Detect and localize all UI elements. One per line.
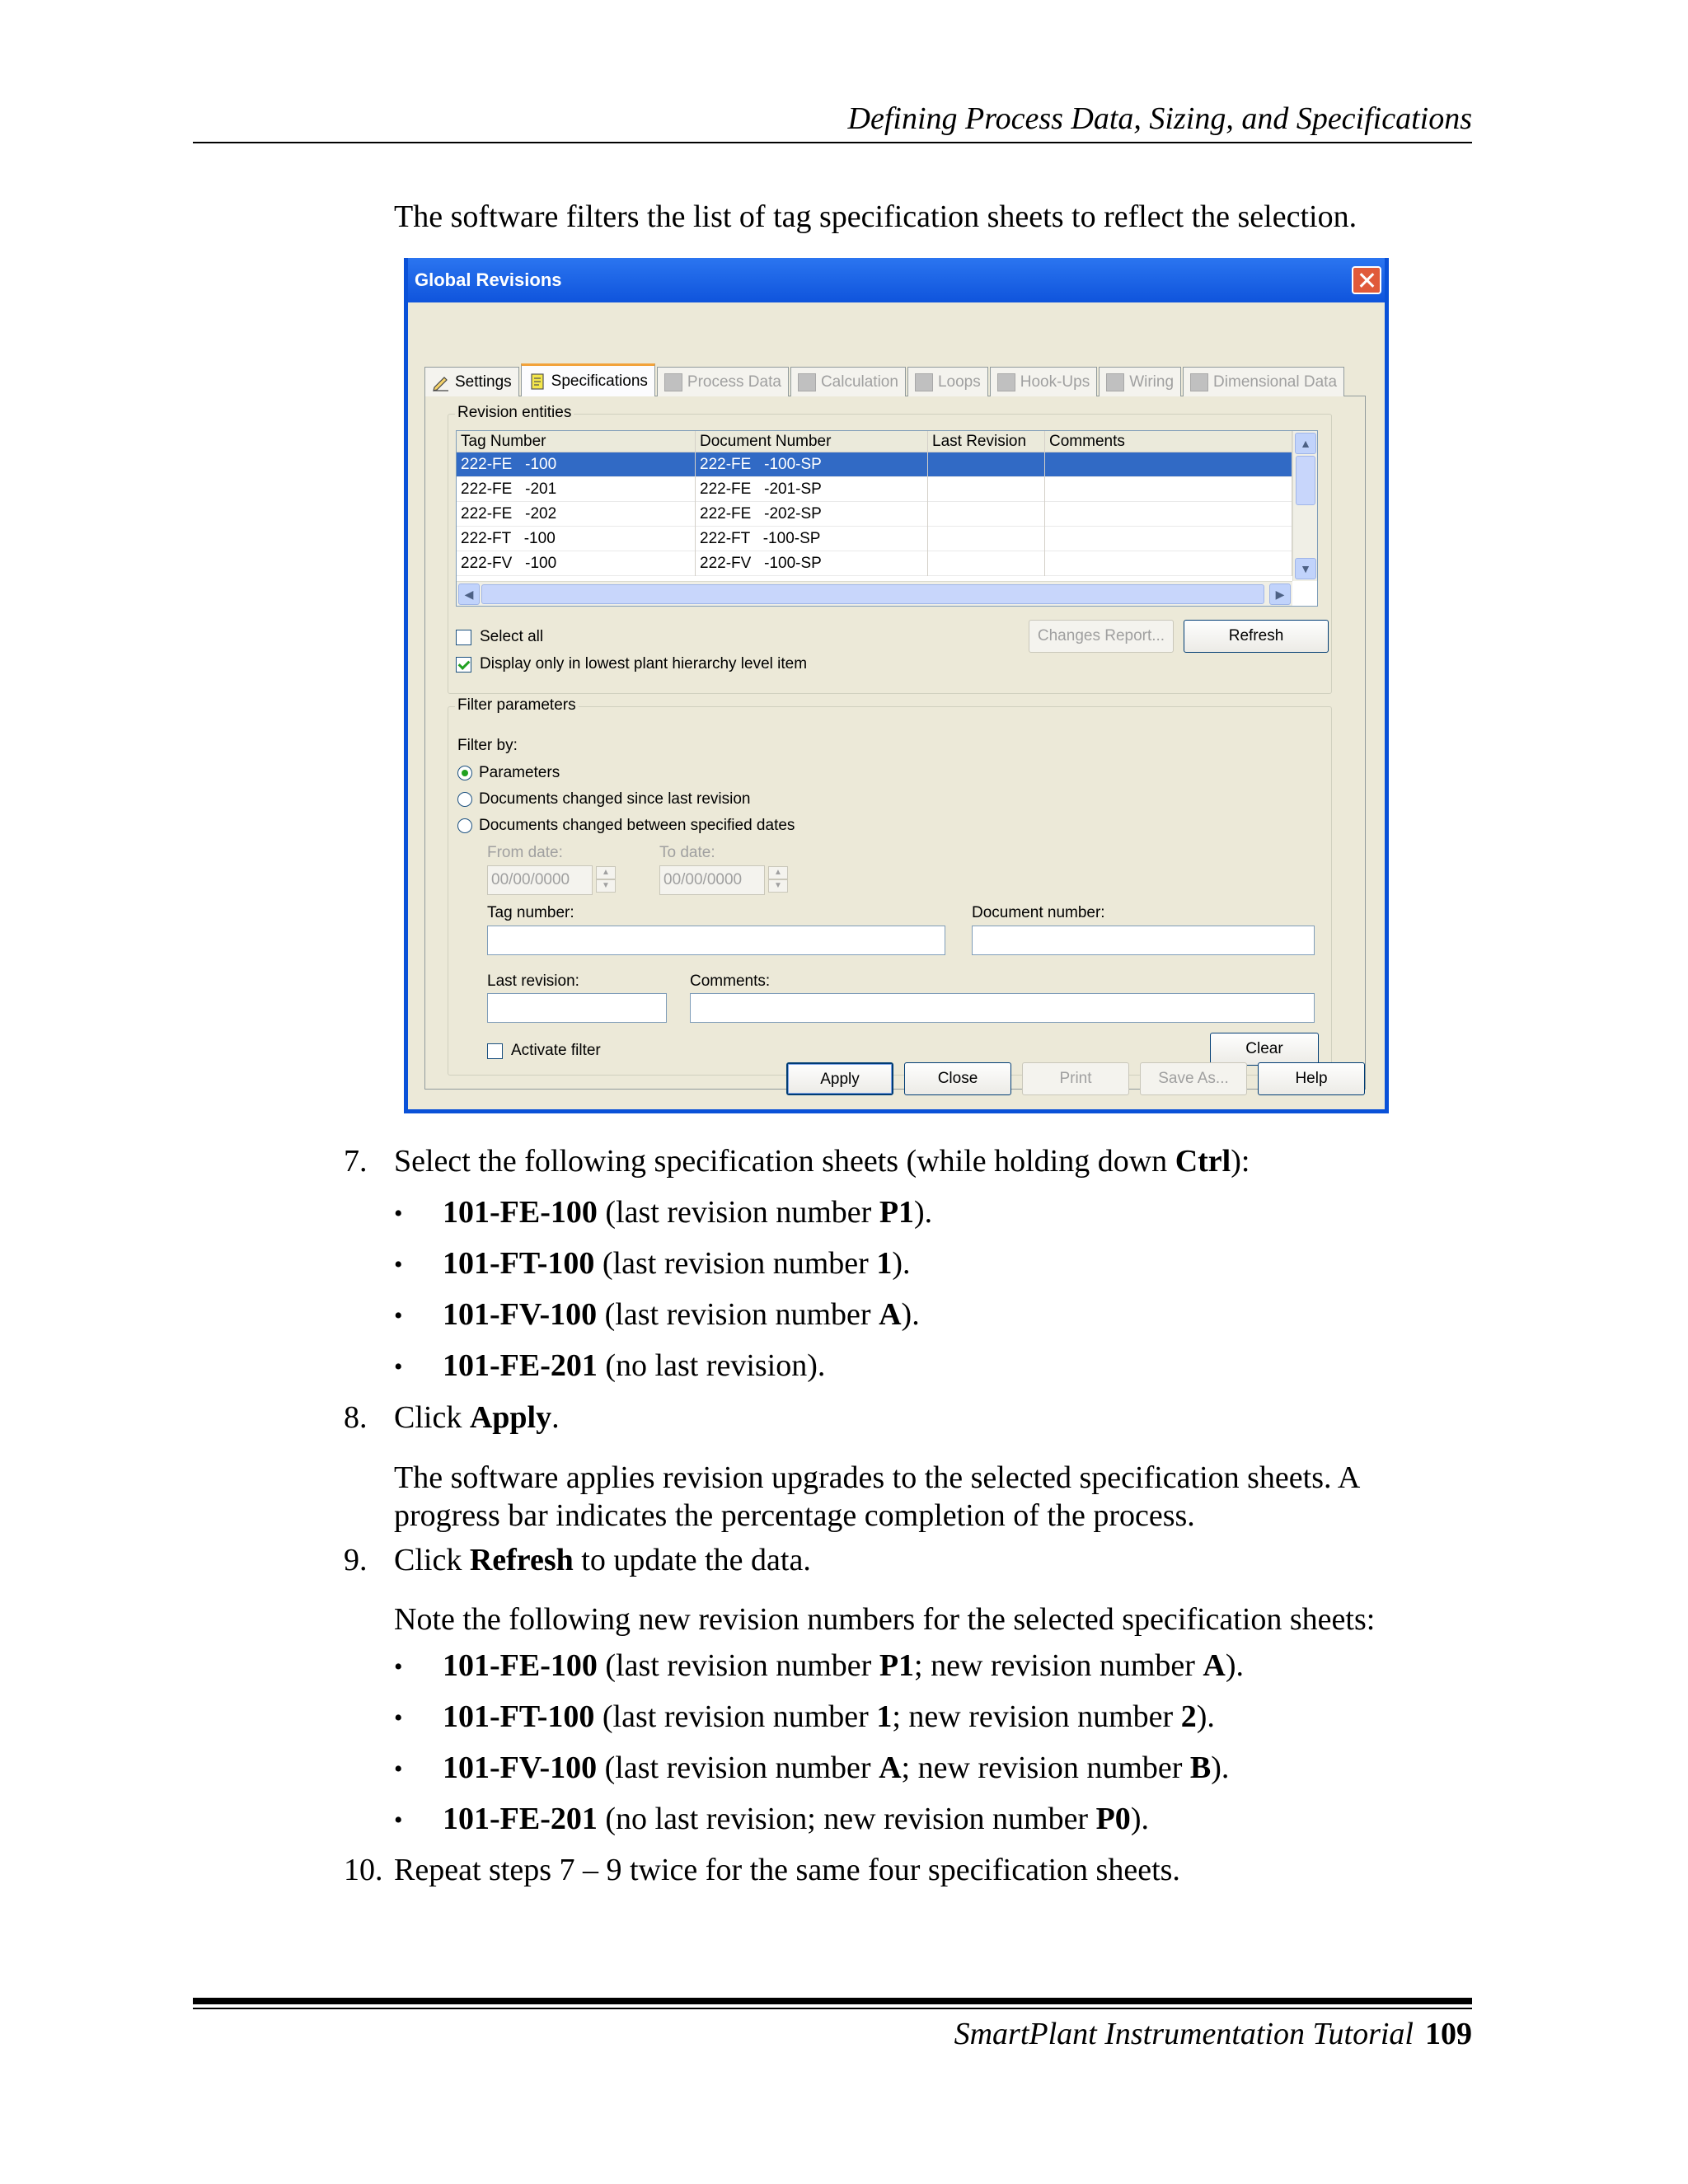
bullet-icon: • bbox=[394, 1807, 403, 1834]
pencil-icon bbox=[432, 373, 450, 391]
changes-report-button[interactable]: Changes Report... bbox=[1029, 620, 1174, 653]
to-date-field[interactable]: 00/00/0000 bbox=[659, 865, 765, 895]
step-7-number: 7. bbox=[344, 1144, 368, 1179]
document-number-field[interactable] bbox=[972, 926, 1315, 955]
page-footer bbox=[193, 1998, 1472, 2051]
tab-wiring[interactable]: Wiring bbox=[1099, 367, 1181, 396]
page-number: 109 bbox=[1425, 2017, 1472, 2051]
close-icon[interactable] bbox=[1352, 266, 1381, 294]
comments-label: Comments: bbox=[690, 972, 771, 990]
spin-up-icon[interactable]: ▲ bbox=[596, 866, 616, 879]
loops-icon bbox=[915, 373, 933, 391]
tab-hook-ups[interactable]: Hook-Ups bbox=[990, 367, 1097, 396]
step-10-text: Repeat steps 7 – 9 twice for the same four specification sheets. bbox=[394, 1853, 1180, 1887]
revision-entities-legend: Revision entities bbox=[455, 404, 574, 422]
col-comments[interactable]: Comments bbox=[1045, 431, 1292, 452]
step-7-text: Select the following specification sheets (while holding down Ctrl): bbox=[394, 1144, 1250, 1179]
to-date-label: To date: bbox=[659, 844, 715, 861]
bullet-icon: • bbox=[394, 1302, 403, 1329]
table-row[interactable]: 222-FE -100 222-FE -100-SP bbox=[457, 452, 1292, 477]
col-last-revision[interactable]: Last Revision bbox=[928, 431, 1045, 452]
radio-parameters-dot[interactable] bbox=[457, 766, 472, 780]
grid-header bbox=[457, 431, 1292, 452]
display-lowest-box[interactable] bbox=[456, 657, 471, 673]
list-item: 101-FE-201 (no last revision). bbox=[443, 1348, 826, 1383]
from-date-field[interactable]: 00/00/0000 bbox=[487, 865, 593, 895]
vertical-scroll-thumb[interactable] bbox=[1296, 456, 1315, 505]
spin-down-icon[interactable]: ▼ bbox=[768, 879, 788, 893]
page-header bbox=[193, 97, 1472, 143]
table-row[interactable]: 222-FE -201 222-FE -201-SP bbox=[457, 477, 1292, 502]
filter-parameters-legend: Filter parameters bbox=[455, 696, 579, 715]
select-all-box[interactable] bbox=[456, 630, 471, 645]
list-item: 101-FE-100 (last revision number P1). bbox=[443, 1195, 933, 1230]
last-revision-label: Last revision: bbox=[487, 972, 579, 990]
step-8-para-line-2: progress bar indicates the percentage completion of the process. bbox=[394, 1498, 1195, 1533]
tab-loops[interactable]: Loops bbox=[907, 367, 988, 396]
scroll-up-icon[interactable]: ▲ bbox=[1295, 433, 1316, 454]
list-item: 101-FE-201 (no last revision; new revision number P0). bbox=[443, 1802, 1149, 1836]
radio-changed-since-last-dot[interactable] bbox=[457, 792, 472, 807]
table-row[interactable]: 222-FV -100 222-FV -100-SP bbox=[457, 551, 1292, 576]
refresh-button[interactable]: Refresh bbox=[1184, 620, 1329, 653]
step-9-text: Click Refresh to update the data. bbox=[394, 1543, 811, 1577]
revision-grid[interactable] bbox=[456, 430, 1318, 607]
global-revisions-dialog bbox=[404, 258, 1389, 1113]
process-data-icon bbox=[664, 373, 682, 391]
from-date-label: From date: bbox=[487, 844, 563, 861]
bullet-icon: • bbox=[394, 1251, 403, 1278]
intro-text: The software filters the list of tag specification sheets to reflect the selection. bbox=[394, 199, 1357, 234]
tab-strip bbox=[424, 363, 1346, 396]
list-item: 101-FV-100 (last revision number A; new revision number B). bbox=[443, 1750, 1230, 1785]
radio-parameters[interactable]: Parameters bbox=[457, 764, 560, 782]
footer-text bbox=[954, 2016, 1472, 2052]
list-item: 101-FT-100 (last revision number 1). bbox=[443, 1246, 911, 1281]
close-button[interactable]: Close bbox=[904, 1062, 1011, 1095]
step-8-text: Click Apply. bbox=[394, 1400, 560, 1435]
tab-calculation[interactable]: Calculation bbox=[790, 367, 906, 396]
scroll-down-icon[interactable]: ▼ bbox=[1295, 558, 1316, 579]
scroll-right-icon[interactable]: ▶ bbox=[1269, 583, 1291, 605]
wiring-icon bbox=[1106, 373, 1124, 391]
bullet-icon: • bbox=[394, 1704, 403, 1732]
bullet-icon: • bbox=[394, 1353, 403, 1380]
document-number-label: Document number: bbox=[972, 904, 1105, 921]
footer-title: SmartPlant Instrumentation Tutorial bbox=[954, 2017, 1414, 2051]
filter-by-label: Filter by: bbox=[457, 737, 518, 754]
header-title: Defining Process Data, Sizing, and Specifications bbox=[847, 101, 1472, 136]
col-document-number[interactable]: Document Number bbox=[696, 431, 928, 452]
dialog-titlebar[interactable] bbox=[408, 258, 1385, 302]
help-button[interactable]: Help bbox=[1258, 1062, 1365, 1095]
horizontal-scrollbar[interactable] bbox=[457, 581, 1292, 606]
radio-changed-between-dates-dot[interactable] bbox=[457, 818, 472, 833]
tab-process-data[interactable]: Process Data bbox=[657, 367, 789, 396]
step-10-number: 10. bbox=[344, 1853, 383, 1887]
table-row[interactable]: 222-FE -202 222-FE -202-SP bbox=[457, 502, 1292, 527]
dimensional-data-icon bbox=[1190, 373, 1208, 391]
last-revision-field[interactable] bbox=[487, 993, 667, 1023]
print-button[interactable]: Print bbox=[1022, 1062, 1129, 1095]
tag-number-field[interactable] bbox=[487, 926, 945, 955]
display-lowest-checkbox[interactable]: Display only in lowest plant hierarchy level item bbox=[456, 655, 807, 673]
tab-settings[interactable]: Settings bbox=[424, 367, 519, 396]
activate-filter-box[interactable] bbox=[487, 1043, 503, 1059]
spin-up-icon[interactable]: ▲ bbox=[768, 866, 788, 879]
table-row[interactable]: 222-FT -100 222-FT -100-SP bbox=[457, 527, 1292, 551]
step-9-number: 9. bbox=[344, 1543, 368, 1577]
footer-rule-thin bbox=[193, 2008, 1472, 2009]
col-tag-number[interactable]: Tag Number bbox=[457, 431, 696, 452]
bullet-icon: • bbox=[394, 1200, 403, 1227]
scroll-left-icon[interactable]: ◀ bbox=[458, 583, 480, 605]
tag-number-label: Tag number: bbox=[487, 904, 574, 921]
comments-field[interactable] bbox=[690, 993, 1315, 1023]
horizontal-scroll-thumb[interactable] bbox=[481, 584, 1264, 604]
list-item: 101-FV-100 (last revision number A). bbox=[443, 1297, 920, 1332]
radio-changed-between-dates[interactable]: Documents changed between specified dates bbox=[457, 817, 795, 835]
dialog-body bbox=[408, 302, 1385, 1109]
vertical-scrollbar[interactable] bbox=[1292, 431, 1317, 581]
step-8-number: 8. bbox=[344, 1400, 368, 1435]
step-8-para-line-1: The software applies revision upgrades to the selected specification sheets. A bbox=[394, 1460, 1361, 1495]
hook-ups-icon bbox=[997, 373, 1015, 391]
from-date-spinner[interactable] bbox=[596, 866, 616, 894]
activate-filter-checkbox[interactable]: Activate filter bbox=[487, 1042, 601, 1060]
to-date-spinner[interactable] bbox=[768, 866, 788, 894]
tab-specifications[interactable]: Specifications bbox=[521, 363, 655, 396]
calculation-icon bbox=[798, 373, 816, 391]
save-as-button[interactable]: Save As... bbox=[1140, 1062, 1247, 1095]
footer-rule-thick bbox=[193, 1998, 1472, 2004]
dialog-title: Global Revisions bbox=[415, 269, 562, 290]
clear-button[interactable]: Clear bbox=[1210, 1033, 1319, 1066]
document-icon bbox=[528, 373, 546, 391]
select-all-checkbox[interactable]: Select all bbox=[456, 628, 543, 646]
radio-changed-since-last[interactable]: Documents changed since last revision bbox=[457, 790, 751, 808]
tab-dimensional-data[interactable]: Dimensional Data bbox=[1183, 367, 1344, 396]
bullet-icon: • bbox=[394, 1653, 403, 1680]
bullet-icon: • bbox=[394, 1755, 403, 1783]
spin-down-icon[interactable]: ▼ bbox=[596, 879, 616, 893]
step-9-para: Note the following new revision numbers for the selected specification sheets: bbox=[394, 1602, 1376, 1637]
list-item: 101-FT-100 (last revision number 1; new revision number 2). bbox=[443, 1699, 1215, 1734]
apply-button[interactable]: Apply bbox=[786, 1062, 893, 1095]
list-item: 101-FE-100 (last revision number P1; new revision number A). bbox=[443, 1648, 1245, 1683]
